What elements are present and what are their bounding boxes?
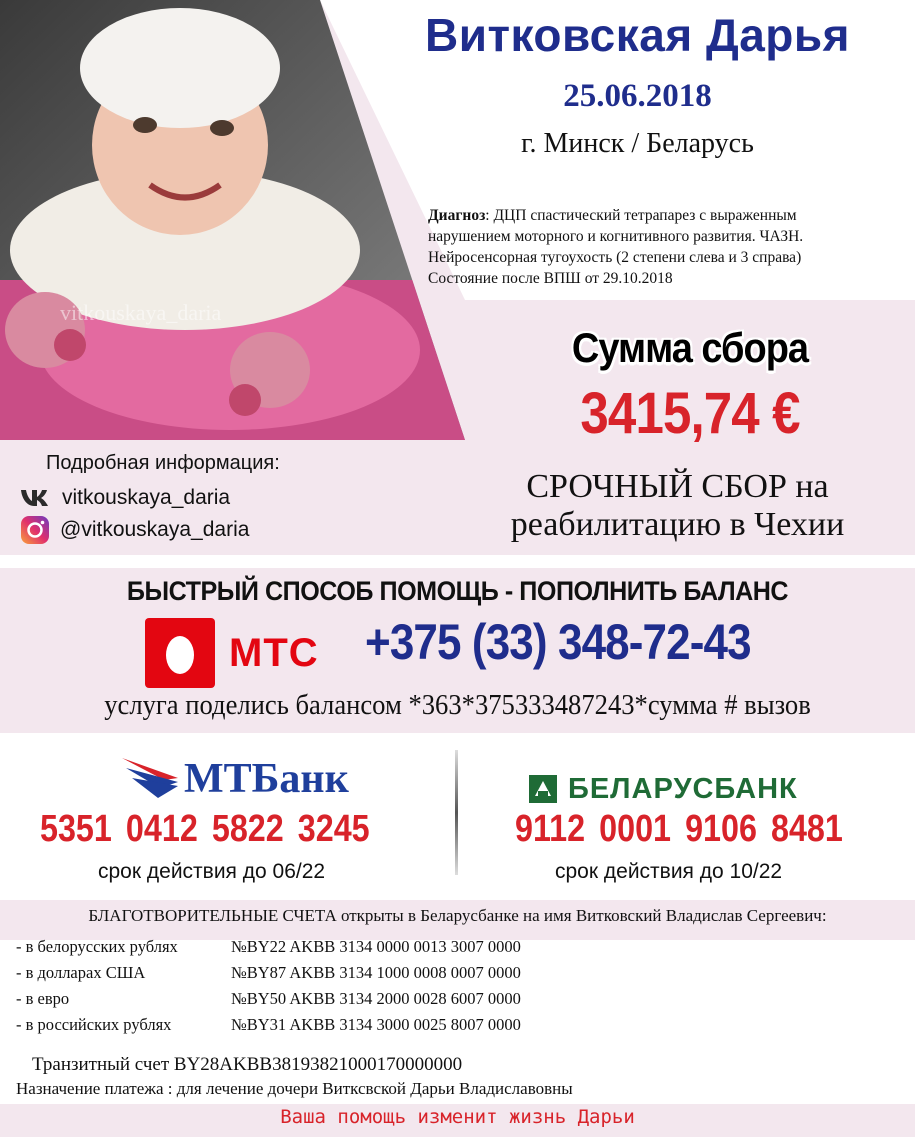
account-currency: - в российских рублях	[16, 1015, 172, 1034]
instagram-link[interactable]	[20, 514, 249, 546]
instagram-icon	[20, 515, 50, 545]
sum-value: 3415,74 €	[580, 381, 800, 446]
diagnosis-line: Нейросенсорная тугоухость (2 степени слева и 3 справа)	[428, 249, 802, 266]
birth-date: 25.06.2018	[563, 78, 712, 114]
payment-purpose: Назначение платежа : для лечение дочери Витксвской Дарьи Владиславовны	[16, 1079, 573, 1098]
diagnosis-line: Диагноз: ДЦП спастический тетрапарез с выраженным	[428, 207, 797, 224]
account-row	[16, 937, 521, 961]
vk-handle: vitkouskaya_daria	[62, 486, 231, 509]
account-number[interactable]: №BY87 AKBB 3134 1000 0008 0007 0000	[231, 963, 521, 982]
mtbank-card-number[interactable]: 5351 0412 5822 3245	[40, 808, 370, 850]
account-row	[16, 1015, 521, 1039]
belarusbank-card-expiry: срок действия до 10/22	[555, 860, 783, 883]
belarusbank-logo	[528, 770, 858, 808]
child-name: Витковская Дарья	[424, 9, 851, 61]
urgent-line: СРОЧНЫЙ СБОР на	[526, 468, 829, 505]
diagnosis-line: Состояние после ВПШ от 29.10.2018	[428, 270, 673, 287]
account-number[interactable]: №BY31 AKBB 3134 3000 0025 8007 0000	[231, 1015, 521, 1034]
mts-egg-icon	[145, 618, 215, 688]
urgent-fundraiser	[440, 468, 915, 544]
quick-help-heading: БЫСТРЫЙ СПОСОБ ПОМОЩЬ - ПОПОЛНИТЬ БАЛАНС	[126, 576, 789, 606]
mtbank-card-expiry: срок действия до 06/22	[98, 860, 326, 883]
account-currency: - в евро	[16, 989, 70, 1008]
account-number[interactable]: №BY50 AKBB 3134 2000 0028 6007 0000	[231, 989, 521, 1008]
photo-watermark: vitkouskaya_daria	[60, 300, 222, 325]
child-photo	[0, 0, 465, 440]
account-currency: - в долларах США	[16, 963, 146, 982]
footer-slogan: Ваша помощь изменит жизнь Дарьи	[280, 1106, 635, 1128]
vk-icon	[20, 488, 50, 508]
instagram-handle: @vitkouskaya_daria	[60, 518, 250, 541]
transit-account[interactable]: Транзитный счет BY28AKBB38193821000170000000	[32, 1054, 463, 1075]
sum-label: Сумма сбора	[571, 325, 809, 373]
account-number[interactable]: №BY22 AKBB 3134 0000 0013 3007 0000	[231, 937, 521, 956]
account-currency: - в белорусских рублях	[16, 937, 178, 956]
mtbank-wing-icon	[120, 754, 182, 804]
banks-divider	[455, 750, 458, 875]
diagnosis-line: нарушением моторного и когнитивного развития. ЧАЗН.	[428, 228, 804, 245]
info-heading: Подробная информация:	[46, 452, 280, 474]
phone-number[interactable]: +375 (33) 348-72-43	[365, 614, 751, 670]
diagnosis-block	[428, 205, 908, 289]
accounts-heading: БЛАГОТВОРИТЕЛЬНЫЕ СЧЕТА открыты в Беларусбанке на имя Витковский Владислав Сергеевич:	[88, 906, 827, 925]
belarusbank-card-number[interactable]: 9112 0001 9106 8481	[515, 808, 843, 850]
vk-link[interactable]	[20, 482, 230, 514]
mts-logo-text: МТС	[229, 630, 319, 675]
mts-logo	[145, 617, 345, 689]
ussd-instruction: услуга поделись балансом *363*375333487243*сумма # вызов	[104, 690, 811, 721]
mtbank-logo	[120, 750, 360, 808]
account-row	[16, 989, 521, 1013]
belarusbank-emblem-icon	[528, 774, 558, 804]
city: г. Минск / Беларусь	[521, 128, 754, 159]
mtbank-logo-text: МТБанк	[184, 756, 349, 802]
diagnosis-label: Диагноз	[428, 207, 486, 224]
account-row	[16, 963, 521, 987]
belarusbank-logo-text: БЕЛАРУСБАНК	[568, 772, 798, 805]
urgent-line: реабилитацию в Чехии	[510, 506, 845, 543]
